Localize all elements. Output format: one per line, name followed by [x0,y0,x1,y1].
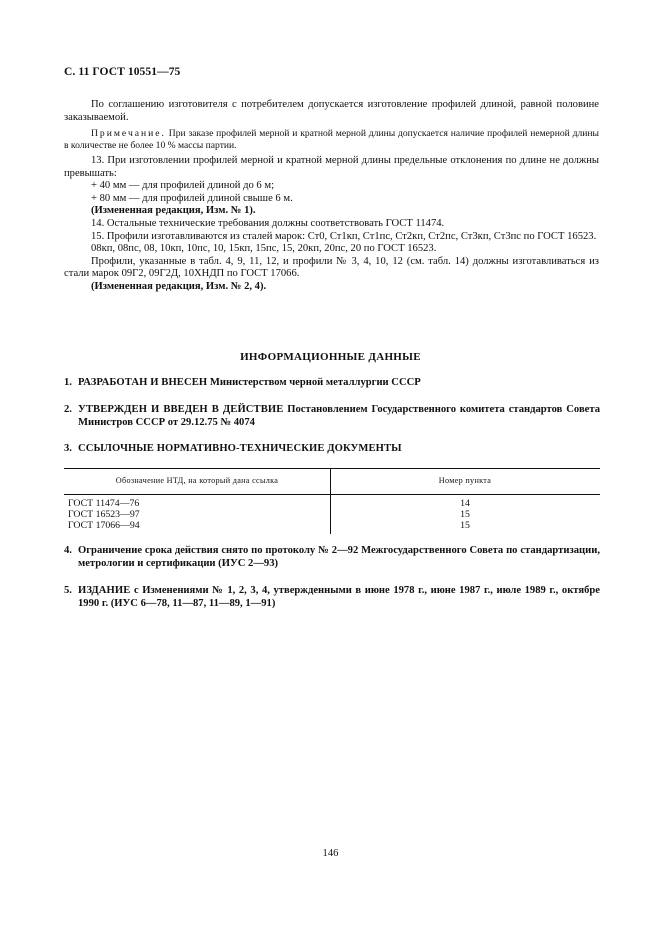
info-item-number: 4. [64,545,72,556]
info-item-3 [64,443,600,456]
paragraph-15: 15. Профили изготавливаются из сталей марок: Ст0, Ст1кп, Ст1пс, Ст2кп, Ст2пс, Ст3кп, Ст3пс по ГОСТ 16523. [91,230,597,242]
paragraph-15-profiles: Профили, указанные в табл. 4, 9, 11, 12, и профили № 3, 4, 10, 12 (см. табл. 14) должны изготавливаться из стали марок 09Г2, 09Г2Д, 10ХНДП по ГОСТ 17066. [64,255,599,280]
table-header-point: Номер пункта [438,476,492,485]
paragraph-length-agreement: По соглашению изготовителя с потребителем допускается изготовление профилей длиной, равной половине заказываемой. [64,99,599,123]
note-label: Примечание. [91,128,166,140]
paragraph-13-item-a: + 40 мм — для профилей длиной до 6 м; [91,180,275,192]
info-item-text: Министерством черной металлургии СССР [207,377,421,388]
info-section-title: ИНФОРМАЦИОННЫЕ ДАННЫЕ [240,351,421,363]
body-text [64,99,599,294]
info-item-caps: РАЗРАБОТАН И ВНЕСЕН [78,377,208,388]
note-text: При заказе профилей мерной и кратной мерной длины допускается наличие профилей немерной длины в количестве не более 10 % массы партии. [64,128,599,151]
info-item-caps: ИЗДАНИЕ [78,585,131,596]
paragraph-14: 14. Остальные технические требования должны соответствовать ГОСТ 11474. [91,217,445,229]
table-cell-point: 15 [460,520,470,531]
info-item-caps: УТВЕРЖДЕН И ВВЕДЕН В ДЕЙСТВИЕ [78,404,284,415]
info-item-4 [64,545,600,571]
page-header: С. 11 ГОСТ 10551—75 [64,66,181,78]
table-header-document: Обозначение НТД, на который дана ссылка [115,476,279,485]
info-item-2 [64,404,600,430]
paragraph-13-item-b: + 80 мм — для профилей длиной свыше 6 м. [91,192,293,204]
table-cell-point: 14 [460,498,470,509]
table-top-rule [64,468,600,469]
info-item-caps: ССЫЛОЧНЫЕ НОРМАТИВНО-ТЕХНИЧЕСКИЕ ДОКУМЕНТЫ [78,443,402,454]
info-item-text: Ограничение срока действия снято по протоколу № 2—92 Межгосударственного Совета по стандартизации, метрологии и сертификации (ИУС 2—93) [78,545,600,569]
info-item-number: 1. [64,377,72,388]
info-item-number: 5. [64,585,72,596]
table-row [64,498,600,509]
table-cell-document: ГОСТ 16523—97 [68,509,140,520]
note-paragraph [64,128,599,151]
info-item-number: 2. [64,404,72,415]
table-row [64,520,600,531]
table-cell-document: ГОСТ 11474—76 [68,498,140,509]
table-header-rule [64,494,600,495]
info-item-text: с Изменениями № 1, 2, 3, 4, утвержденными в июне 1978 г., июне 1987 г., июле 1989 г., октябре 1990 г. (ИУС 6—78, 11—87, 11—89, 1—91) [78,585,600,609]
paragraph-13: 13. При изготовлении профилей мерной и кратной мерной длины предельные отклонения по длине не должны превышать: [64,155,599,179]
info-item-number: 3. [64,443,72,454]
table-row [64,509,600,520]
paragraph-15-grades: 08кп, 08пс, 08, 10кп, 10пс, 10, 15кп, 15пс, 15, 20кп, 20пс, 20 по ГОСТ 16523. [91,243,437,255]
edit-note-1: (Измененная редакция, Изм. № 1). [91,205,256,217]
table-cell-point: 15 [460,509,470,520]
edit-note-2: (Измененная редакция, Изм. № 2, 4). [91,280,267,292]
info-item-1 [64,377,600,390]
page-number: 146 [322,848,339,859]
info-item-5 [64,585,600,611]
info-item-text: Постановлением Государственного комитета стандартов Совета Министров СССР от 29.12.75 № 4074 [78,404,600,428]
table-cell-document: ГОСТ 17066—94 [68,520,140,531]
